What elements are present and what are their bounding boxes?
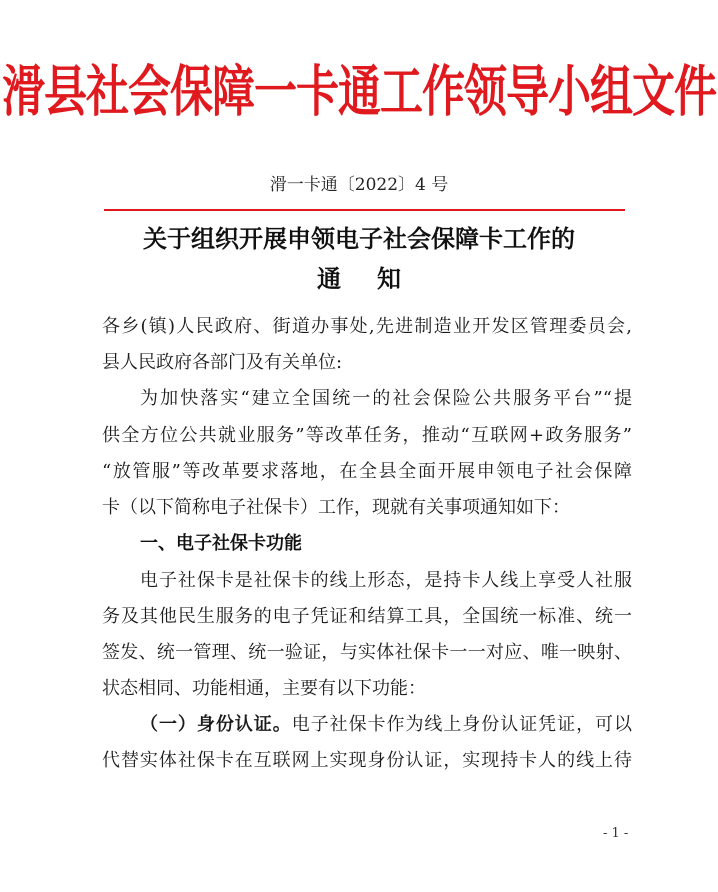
item-1-label: （一）身份认证。 <box>140 714 292 735</box>
item-1-line-2: 代替实体社保卡在互联网上实现身份认证，实现持卡人的线上待 <box>102 750 632 771</box>
masthead-title: 滑县社会保障一卡通工作领导小组文件 <box>2 60 716 125</box>
section-1-line-1: 电子社保卡是社保卡的线上形态，是持卡人线上享受人社服 <box>140 570 632 591</box>
intro-line-3: “放管服”等改革要求落地，在全县全面开展申领电子社会保障 <box>102 461 632 482</box>
section-1-line-3: 签发、统一管理、统一验证，与实体社保卡一一对应、唯一映射、 <box>102 642 632 663</box>
item-1-text: 电子社保卡作为线上身份认证凭证，可以 <box>291 714 633 735</box>
notice-title-line-2: 通知 <box>317 265 437 293</box>
addressee-line-2: 县人民政府各部门及有关单位: <box>102 352 343 373</box>
item-1-line-1 <box>140 712 632 738</box>
page-number: - 1 - <box>603 826 629 841</box>
document-number: 滑一卡通〔2022〕4 号 <box>269 175 449 195</box>
section-1-heading: 一、电子社保卡功能 <box>140 533 302 554</box>
section-1-line-4: 状态相同、功能相通，主要有以下功能： <box>102 678 426 699</box>
intro-line-1: 为加快落实“建立全国统一的社会保险公共服务平台”“提 <box>140 388 632 409</box>
intro-line-4: 卡（以下简称电子社保卡）工作，现就有关事项通知如下： <box>102 497 570 518</box>
section-1-line-2: 务及其他民生服务的电子凭证和结算工具，全国统一标准、统一 <box>102 606 632 627</box>
intro-line-2: 供全方位公共就业服务”等改革任务，推动“互联网+政务服务” <box>102 425 632 446</box>
notice-title-line-1: 关于组织开展申领电子社会保障卡工作的 <box>143 225 575 253</box>
addressee-line-1: 各乡(镇)人民政府、街道办事处,先进制造业开发区管理委员会, <box>102 316 632 337</box>
red-separator-line <box>104 209 625 211</box>
